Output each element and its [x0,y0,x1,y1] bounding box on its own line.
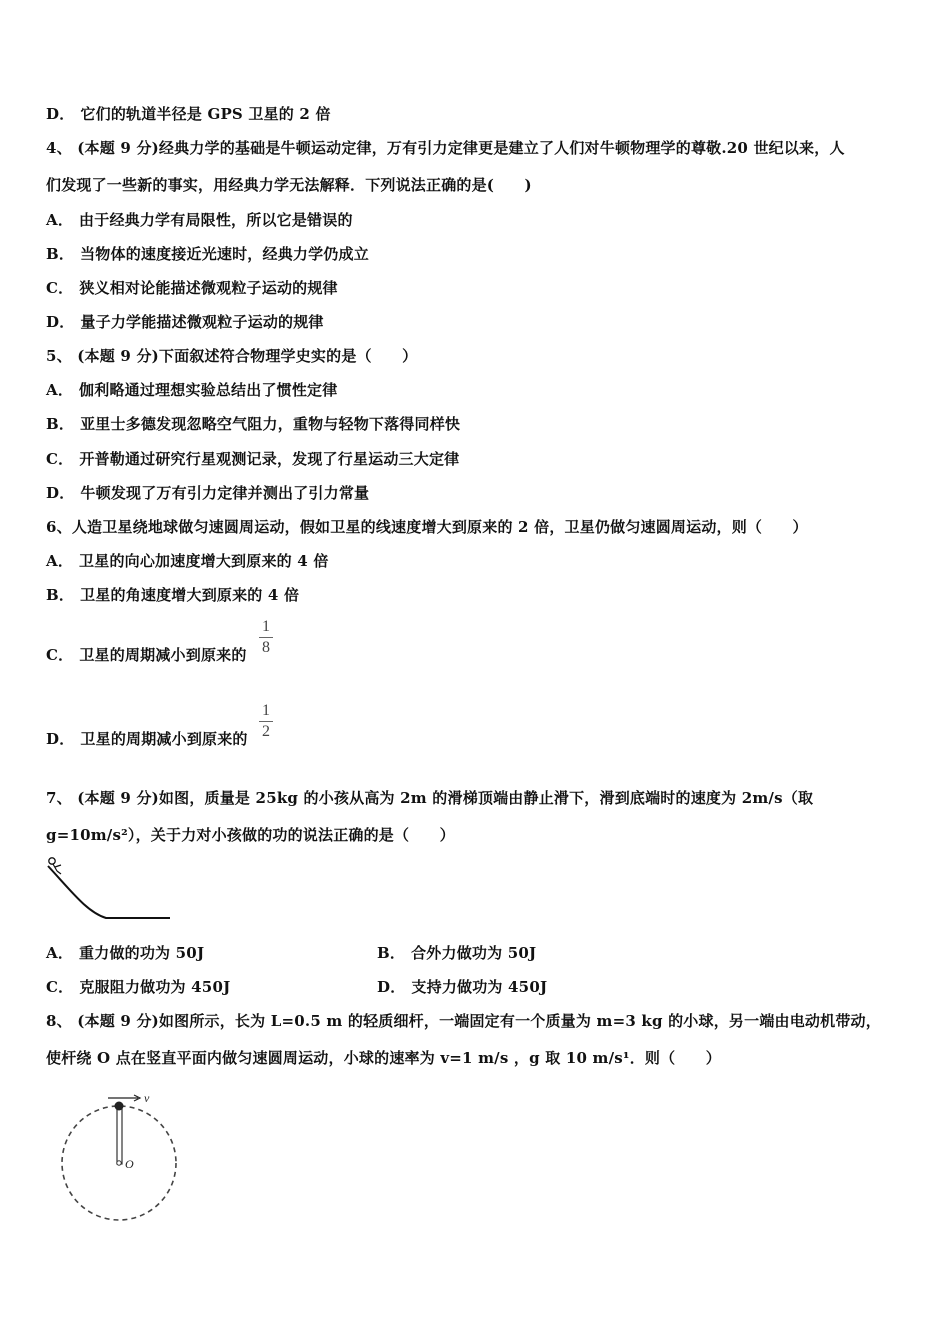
rotating-rod-figure [56,1088,216,1228]
option-text: 卫星的周期减小到原来的 [79,646,247,664]
fraction-bar [259,637,273,638]
fraction-numerator: 1 [262,702,270,719]
light-rod [117,1106,122,1164]
option-text: 支持力做功为 450J [411,978,548,996]
q6-option-b [46,584,299,605]
option-text: 卫星的向心加速度增大到原来的 4 倍 [79,552,329,570]
option-label: A． [46,552,74,570]
q6-option-c [46,644,247,665]
q5-option-b [46,413,460,434]
q4-option-b [46,243,369,264]
q7-option-a [46,942,204,963]
option-label: C． [46,978,74,996]
option-label: A． [46,381,74,399]
pivot-label: O [125,1157,134,1171]
q7-option-c [46,976,230,997]
option-text: 当物体的速度接近光速时，经典力学仍成立 [80,245,369,263]
option-label: B． [46,415,75,433]
q7-stem-line1: 7、 (本题 9 分)如图，质量是 25kg 的小孩从高为 2m 的滑梯顶端由静止滑下，滑到底端时的速度为 2m/s（取 [46,789,814,807]
option-label: C． [46,646,74,664]
q4-option-a [46,209,353,230]
option-label: A． [46,944,74,962]
q7-option-d [377,976,547,997]
fraction-denominator: 8 [262,639,270,656]
option-text: 重力做的功为 50J [79,944,205,962]
q4-option-d [46,311,324,332]
q3-option-d [46,103,331,124]
ball [115,1102,124,1111]
option-text: 克服阻力做功为 450J [79,978,231,996]
q6-option-a [46,550,329,571]
q6-stem: 6、人造卫星绕地球做匀速圆周运动，假如卫星的线速度增大到原来的 2 倍，卫星仍做匀速圆周运动，则（ ） [46,518,808,536]
option-text: 卫星的角速度增大到原来的 4 倍 [80,586,300,604]
q6-option-d [46,728,248,749]
q4-stem-line2: 们发现了一些新的事实，用经典力学无法解释．下列说法正确的是( ) [46,176,532,194]
option-text: 狭义相对论能描述微观粒子运动的规律 [79,279,338,297]
option-text: 由于经典力学有局限性，所以它是错误的 [79,211,353,229]
option-label: B． [377,944,406,962]
option-text: 伽利略通过理想实验总结出了惯性定律 [79,381,338,399]
option-label: B． [46,586,75,604]
q4-stem-line1: 4、 (本题 9 分)经典力学的基础是牛顿运动定律，万有引力定律更是建立了人们对牛顿物理学的尊敬.20 世纪以来，人 [46,139,845,157]
option-label: A． [46,211,74,229]
option-label: C． [46,279,74,297]
velocity-label: v [144,1091,150,1105]
fraction-bar [259,721,273,722]
fraction-numerator: 1 [262,618,270,635]
q5-stem: 5、 (本题 9 分)下面叙述符合物理学史实的是（ ） [46,347,418,365]
q5-option-d [46,482,369,503]
child-head-icon [49,858,55,864]
option-label: D． [46,730,75,748]
q4-option-c [46,277,338,298]
fraction-one-half [259,702,273,741]
slide-figure [42,852,182,927]
option-label: B． [46,245,75,263]
option-text: 卫星的周期减小到原来的 [80,730,248,748]
q8-stem-line1: 8、 (本题 9 分)如图所示，长为 L=0.5 m 的轻质细杆，一端固定有一个质量为 m=3 kg 的小球，另一端由电动机带动， [46,1012,881,1030]
option-label: D． [46,105,75,123]
option-text: 它们的轨道半径是 GPS 卫星的 2 倍 [80,105,331,123]
pivot-point [117,1161,121,1165]
q5-option-c [46,448,459,469]
option-label: C． [46,450,74,468]
option-text: 量子力学能描述微观粒子运动的规律 [80,313,324,331]
q8-stem-line2: 使杆绕 O 点在竖直平面内做匀速圆周运动，小球的速率为 v=1 m/s ，g 取 10 m/s¹．则（ ） [46,1049,721,1067]
q7-option-b [377,942,536,963]
option-text: 亚里士多德发现忽略空气阻力，重物与轻物下落得同样快 [80,415,461,433]
option-text: 开普勒通过研究行星观测记录，发现了行星运动三大定律 [79,450,460,468]
option-label: D． [377,978,406,996]
fraction-denominator: 2 [262,723,270,740]
option-label: D． [46,313,75,331]
option-text: 牛顿发现了万有引力定律并测出了引力常量 [80,484,370,502]
option-label: D． [46,484,75,502]
q7-stem-line2: g=10m/s²），关于力对小孩做的功的说法正确的是（ ） [46,826,455,844]
slide-curve [48,866,170,918]
q5-option-a [46,379,337,400]
fraction-one-eighth [259,618,273,657]
option-text: 合外力做功为 50J [411,944,537,962]
